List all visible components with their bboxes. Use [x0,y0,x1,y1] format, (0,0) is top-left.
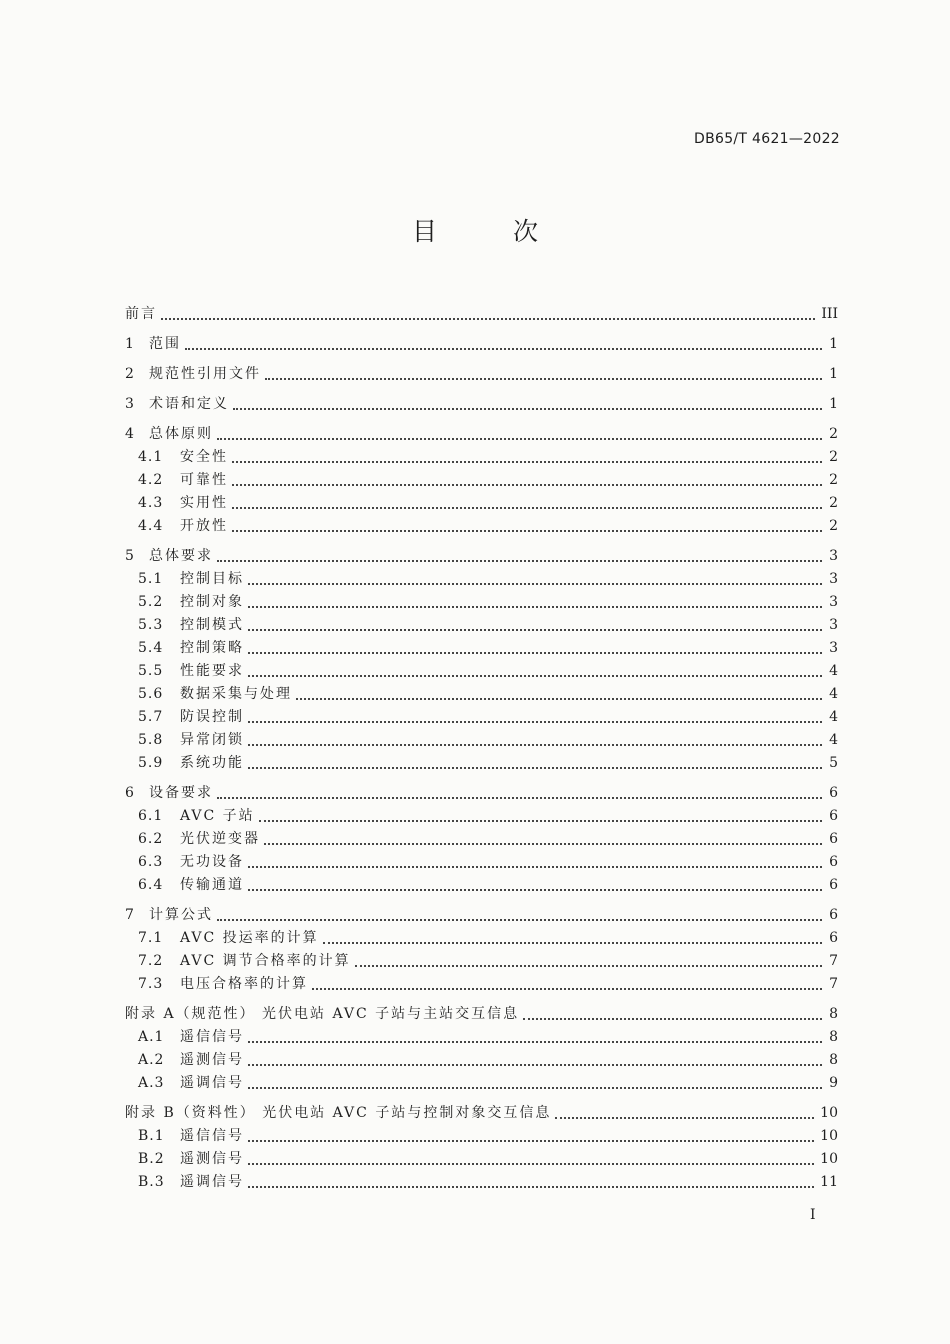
toc-entry-title: 实用性 [180,495,228,511]
dot-leader [248,1060,822,1066]
dot-leader [555,1113,814,1119]
dot-leader [248,1136,814,1142]
toc-subentry[interactable] [125,1046,838,1069]
toc-entry-page: 4 [829,663,838,679]
dot-leader [248,740,822,746]
toc-entry-number: 7 [125,907,135,923]
toc-entry-page: 11 [820,1174,838,1190]
toc-entry-number: 1 [125,336,135,352]
toc-subentry[interactable] [125,466,838,489]
toc-entry-title: 控制模式 [180,617,244,633]
page-title: 目 次 [412,217,572,246]
toc-entry-page: 6 [829,808,838,824]
dot-leader [248,671,822,677]
toc-entry-number: B.3 [138,1174,165,1190]
toc-entry-title: 异常闭锁 [180,732,244,748]
toc-subentry[interactable] [125,947,838,970]
dot-leader [248,1037,822,1043]
toc-subentry[interactable] [125,634,838,657]
dot-leader [232,526,822,532]
toc-entry-title: 附录 A（规范性） 光伏电站 AVC 子站与主站交互信息 [125,1006,520,1022]
dot-leader [312,984,822,990]
dot-leader [161,314,815,320]
toc-subentry[interactable] [125,1168,838,1191]
toc-entry-page: 10 [820,1105,838,1121]
toc-entry-page: 10 [820,1151,838,1167]
toc-entry-title: AVC 子站 [180,808,255,824]
toc-entry-page: 5 [829,755,838,771]
toc-entry-page: 7 [829,976,838,992]
toc-entry-title: 传输通道 [180,877,244,893]
toc-entry-title: 电压合格率的计算 [180,976,308,992]
toc-entry-title: 规范性引用文件 [149,366,261,382]
toc-entry[interactable] [125,542,838,565]
toc-subentry[interactable] [125,871,838,894]
toc-entry-title: 遥测信号 [180,1052,244,1068]
toc-subentry[interactable] [125,1069,838,1092]
toc-subentry[interactable] [125,489,838,512]
toc-entry-title: 控制对象 [180,594,244,610]
dot-leader [248,763,822,769]
toc-entry-title: 总体原则 [149,426,213,442]
toc-subentry[interactable] [125,1145,838,1168]
toc-subentry[interactable] [125,1122,838,1145]
toc-entry[interactable] [125,1000,838,1023]
dot-leader [217,793,822,799]
toc-entry-page: 6 [829,785,838,801]
toc-entry-number: 4.2 [138,472,164,488]
dot-leader [296,694,822,700]
toc-entry-number: 5 [125,548,135,564]
toc-entry[interactable] [125,390,838,413]
toc-entry-title: 遥信信号 [180,1029,244,1045]
toc-entry[interactable] [125,779,838,802]
dot-leader [248,579,822,585]
toc-subentry[interactable] [125,443,838,466]
dot-leader [523,1014,822,1020]
toc-entry-number: 5.6 [138,686,164,702]
dot-leader [248,862,822,868]
page-number: I [810,1207,816,1223]
toc-entry-number: 2 [125,366,135,382]
toc-subentry[interactable] [125,749,838,772]
toc-subentry[interactable] [125,726,838,749]
toc-entry[interactable] [125,420,838,443]
toc-entry-page: 2 [829,495,838,511]
dot-leader [232,480,822,486]
toc-entry-page: 2 [829,426,838,442]
toc-entry-number: 6.2 [138,831,164,847]
dot-leader [248,717,822,723]
toc-entry[interactable] [125,901,838,924]
toc-entry-title: 设备要求 [149,785,213,801]
toc-entry-title: 遥信信号 [180,1128,244,1144]
toc-entry-title: 可靠性 [180,472,228,488]
toc-entry-number: B.1 [138,1128,165,1144]
toc-entry-number: 7.2 [138,953,164,969]
dot-leader [248,602,822,608]
document-code: DB65/T 4621—2022 [694,131,840,147]
dot-leader [233,404,822,410]
toc-entry-page: 7 [829,953,838,969]
toc-entry-number: 7.3 [138,976,164,992]
toc-entry-number: 5.1 [138,571,164,587]
toc-entry-number: 6.1 [138,808,164,824]
toc-entry[interactable] [125,1099,838,1122]
toc-entry-title: 计算公式 [149,907,213,923]
toc-subentry[interactable] [125,657,838,680]
toc-entry-page: 2 [829,472,838,488]
toc-entry-page: 8 [829,1006,838,1022]
toc-subentry[interactable] [125,611,838,634]
toc-entry-title: 安全性 [180,449,228,465]
toc-entry-title: 数据采集与处理 [180,686,292,702]
dot-leader [232,503,822,509]
dot-leader [185,344,822,350]
toc-subentry[interactable] [125,703,838,726]
toc-subentry[interactable] [125,588,838,611]
toc-entry-title: 总体要求 [149,548,213,564]
toc-entry-title: 遥测信号 [180,1151,244,1167]
toc-entry[interactable] [125,300,838,323]
toc-entry-page: 3 [829,594,838,610]
toc-entry-page: 1 [829,366,838,382]
toc-entry-page: 3 [829,571,838,587]
toc-entry-title: 光伏逆变器 [180,831,260,847]
dot-leader [217,556,822,562]
dot-leader [248,1083,822,1089]
toc-entry-number: B.2 [138,1151,165,1167]
toc-subentry[interactable] [125,970,838,993]
toc-subentry[interactable] [125,512,838,535]
dot-leader [232,457,822,463]
dot-leader [217,915,822,921]
toc-entry-page: 6 [829,831,838,847]
dot-leader [259,816,822,822]
toc-entry-number: 5.5 [138,663,164,679]
toc-subentry[interactable] [125,924,838,947]
toc-entry-title: 性能要求 [180,663,244,679]
toc-entry-page: 1 [829,396,838,412]
toc-subentry[interactable] [125,802,838,825]
toc-entry[interactable] [125,360,838,383]
toc-entry-page: 6 [829,907,838,923]
toc-entry-number: 4.3 [138,495,164,511]
dot-leader [265,374,822,380]
toc-entry-page: 3 [829,640,838,656]
toc-entry-page: 1 [829,336,838,352]
toc-entry-title: 附录 B（资料性） 光伏电站 AVC 子站与控制对象交互信息 [125,1105,552,1121]
dot-leader [248,1182,814,1188]
toc-entry-page: 2 [829,449,838,465]
toc-entry-number: 4 [125,426,135,442]
toc-entry-title: 控制策略 [180,640,244,656]
dot-leader [217,434,822,440]
toc-entry-number: 5.4 [138,640,164,656]
toc-entry-page: 3 [829,617,838,633]
toc-entry-title: AVC 投运率的计算 [180,930,319,946]
toc-entry-number: 5.8 [138,732,164,748]
dot-leader [248,885,822,891]
dot-leader [248,648,822,654]
toc-entry-number: 5.9 [138,755,164,771]
toc-entry-title: 防误控制 [180,709,244,725]
toc-subentry[interactable] [125,848,838,871]
toc-entry-page: 3 [829,548,838,564]
toc-subentry[interactable] [125,565,838,588]
toc-entry-title: 无功设备 [180,854,244,870]
toc-entry-title: 术语和定义 [149,396,229,412]
toc-entry-title: 控制目标 [180,571,244,587]
dot-leader [248,625,822,631]
toc-entry-number: A.2 [138,1052,165,1068]
toc-entry-page: 8 [829,1052,838,1068]
toc-entry-title: 范围 [149,336,181,352]
dot-leader [355,961,822,967]
toc-entry-page: 6 [829,854,838,870]
toc-entry-title: 开放性 [180,518,228,534]
toc-entry-number: 4.4 [138,518,164,534]
toc-entry-title: AVC 调节合格率的计算 [180,953,351,969]
dot-leader [264,839,822,845]
toc-entry-page: 9 [829,1075,838,1091]
toc-entry-title: 遥调信号 [180,1174,244,1190]
toc-entry-page: 6 [829,930,838,946]
toc-entry-page: 10 [820,1128,838,1144]
toc-entry-number: 4.1 [138,449,164,465]
toc-subentry[interactable] [125,1023,838,1046]
toc-entry-page: 2 [829,518,838,534]
toc-entry-title: 系统功能 [180,755,244,771]
toc-entry[interactable] [125,330,838,353]
toc-entry-page: 4 [829,732,838,748]
toc-entry-number: 3 [125,396,135,412]
toc-entry-page: 4 [829,709,838,725]
dot-leader [248,1159,814,1165]
toc-entry-page: III [821,306,838,322]
toc-entry-number: 5.3 [138,617,164,633]
toc-entry-number: 5.7 [138,709,164,725]
toc-entry-number: 7.1 [138,930,164,946]
toc-subentry[interactable] [125,680,838,703]
toc-entry-number: A.3 [138,1075,165,1091]
toc-entry-title: 遥调信号 [180,1075,244,1091]
table-of-contents [125,300,838,1191]
dot-leader [323,938,822,944]
toc-subentry[interactable] [125,825,838,848]
toc-entry-number: 6 [125,785,135,801]
toc-entry-page: 8 [829,1029,838,1045]
toc-entry-number: A.1 [138,1029,165,1045]
toc-entry-title: 前言 [125,306,157,322]
toc-entry-number: 6.4 [138,877,164,893]
toc-entry-page: 4 [829,686,838,702]
toc-entry-number: 6.3 [138,854,164,870]
toc-entry-page: 6 [829,877,838,893]
toc-entry-number: 5.2 [138,594,164,610]
